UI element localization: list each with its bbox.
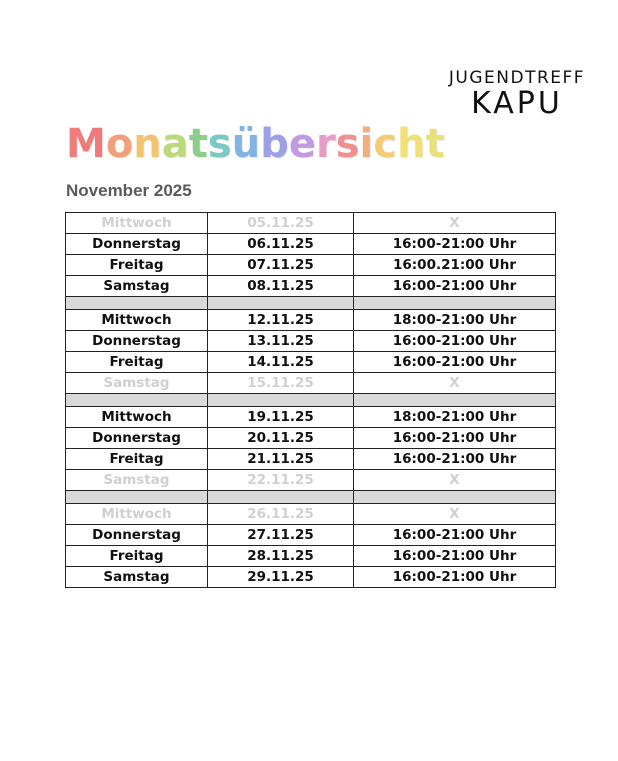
date-cell: 15.11.25 [208, 373, 354, 394]
date-cell: 22.11.25 [208, 470, 354, 491]
opening-hours-cell: X [354, 504, 556, 525]
weekday-cell: Mittwoch [66, 407, 208, 428]
opening-hours-cell: X [354, 470, 556, 491]
opening-hours-cell: 16:00-21:00 Uhr [354, 276, 556, 297]
week-separator-row [66, 297, 556, 310]
schedule-row-open [66, 428, 556, 449]
opening-hours-cell: 16:00-21:00 Uhr [354, 449, 556, 470]
date-cell: 29.11.25 [208, 567, 354, 588]
weekday-cell: Samstag [66, 567, 208, 588]
date-cell: 14.11.25 [208, 352, 354, 373]
date-cell: 20.11.25 [208, 428, 354, 449]
page-title-letter: ü [231, 121, 261, 167]
page-title-letter: t [188, 121, 208, 167]
schedule-row-open [66, 255, 556, 276]
weekday-cell: Donnerstag [66, 428, 208, 449]
month-heading: November 2025 [66, 181, 192, 200]
page-title-letter: b [260, 121, 289, 167]
opening-hours-cell: 16:00-21:00 Uhr [354, 352, 556, 373]
separator-cell [354, 394, 556, 407]
page-title-letter: h [396, 121, 426, 167]
schedule-row-open [66, 567, 556, 588]
date-cell: 12.11.25 [208, 310, 354, 331]
weekday-cell: Freitag [66, 255, 208, 276]
date-cell: 08.11.25 [208, 276, 354, 297]
logo-line-1: JUGENDTREFF [448, 68, 586, 88]
separator-cell [208, 491, 354, 504]
opening-hours-cell: X [354, 373, 556, 394]
page-title-letter: n [133, 121, 162, 167]
page-title-letter: o [105, 121, 134, 167]
schedule-row-open [66, 234, 556, 255]
date-cell: 21.11.25 [208, 449, 354, 470]
schedule-row-open [66, 331, 556, 352]
logo-line-2: KAPU [471, 86, 563, 121]
separator-cell [66, 491, 208, 504]
schedule-row-open [66, 449, 556, 470]
week-separator-row [66, 491, 556, 504]
separator-cell [354, 297, 556, 310]
schedule-row-open [66, 546, 556, 567]
schedule-row-closed [66, 504, 556, 525]
opening-hours-cell: 16:00-21:00 Uhr [354, 234, 556, 255]
separator-cell [208, 297, 354, 310]
date-cell: 05.11.25 [208, 213, 354, 234]
page-title-letter: r [315, 121, 336, 167]
opening-hours-cell: 16:00-21:00 Uhr [354, 546, 556, 567]
page-title-letter: M [66, 121, 106, 167]
week-separator-row [66, 394, 556, 407]
opening-hours-cell: 16:00-21:00 Uhr [354, 428, 556, 449]
weekday-cell: Mittwoch [66, 213, 208, 234]
schedule-row-closed [66, 470, 556, 491]
date-cell: 28.11.25 [208, 546, 354, 567]
separator-cell [66, 394, 208, 407]
weekday-cell: Samstag [66, 276, 208, 297]
opening-hours-cell: 18:00-21:00 Uhr [354, 310, 556, 331]
weekday-cell: Freitag [66, 449, 208, 470]
opening-hours-cell: X [354, 213, 556, 234]
separator-cell [354, 491, 556, 504]
opening-hours-cell: 16:00-21:00 Uhr [354, 567, 556, 588]
schedule-row-open [66, 407, 556, 428]
weekday-cell: Freitag [66, 352, 208, 373]
logo-jugendtreff-kapu [433, 68, 601, 120]
separator-cell [66, 297, 208, 310]
weekday-cell: Freitag [66, 546, 208, 567]
opening-hours-cell: 16:00.21:00 Uhr [354, 255, 556, 276]
schedule-table [65, 212, 556, 588]
opening-hours-cell: 16:00-21:00 Uhr [354, 331, 556, 352]
schedule-row-open [66, 276, 556, 297]
page-title-letter: s [335, 121, 360, 167]
page-title-letter: c [373, 121, 397, 167]
weekday-cell: Mittwoch [66, 504, 208, 525]
opening-hours-cell: 18:00-21:00 Uhr [354, 407, 556, 428]
date-cell: 26.11.25 [208, 504, 354, 525]
schedule-row-open [66, 352, 556, 373]
schedule-row-open [66, 310, 556, 331]
weekday-cell: Mittwoch [66, 310, 208, 331]
schedule-row-closed [66, 213, 556, 234]
weekday-cell: Samstag [66, 470, 208, 491]
page-title-letter: e [288, 121, 316, 167]
schedule-row-open [66, 525, 556, 546]
date-cell: 27.11.25 [208, 525, 354, 546]
weekday-cell: Donnerstag [66, 331, 208, 352]
schedule-row-closed [66, 373, 556, 394]
weekday-cell: Donnerstag [66, 234, 208, 255]
page-title [66, 117, 445, 171]
date-cell: 06.11.25 [208, 234, 354, 255]
separator-cell [208, 394, 354, 407]
page-title-letter: s [207, 121, 232, 167]
date-cell: 07.11.25 [208, 255, 354, 276]
page-title-letter: a [161, 121, 189, 167]
weekday-cell: Donnerstag [66, 525, 208, 546]
opening-hours-cell: 16:00-21:00 Uhr [354, 525, 556, 546]
weekday-cell: Samstag [66, 373, 208, 394]
page-title-letter: t [425, 121, 445, 167]
date-cell: 13.11.25 [208, 331, 354, 352]
date-cell: 19.11.25 [208, 407, 354, 428]
page-title-letter: i [359, 121, 374, 167]
